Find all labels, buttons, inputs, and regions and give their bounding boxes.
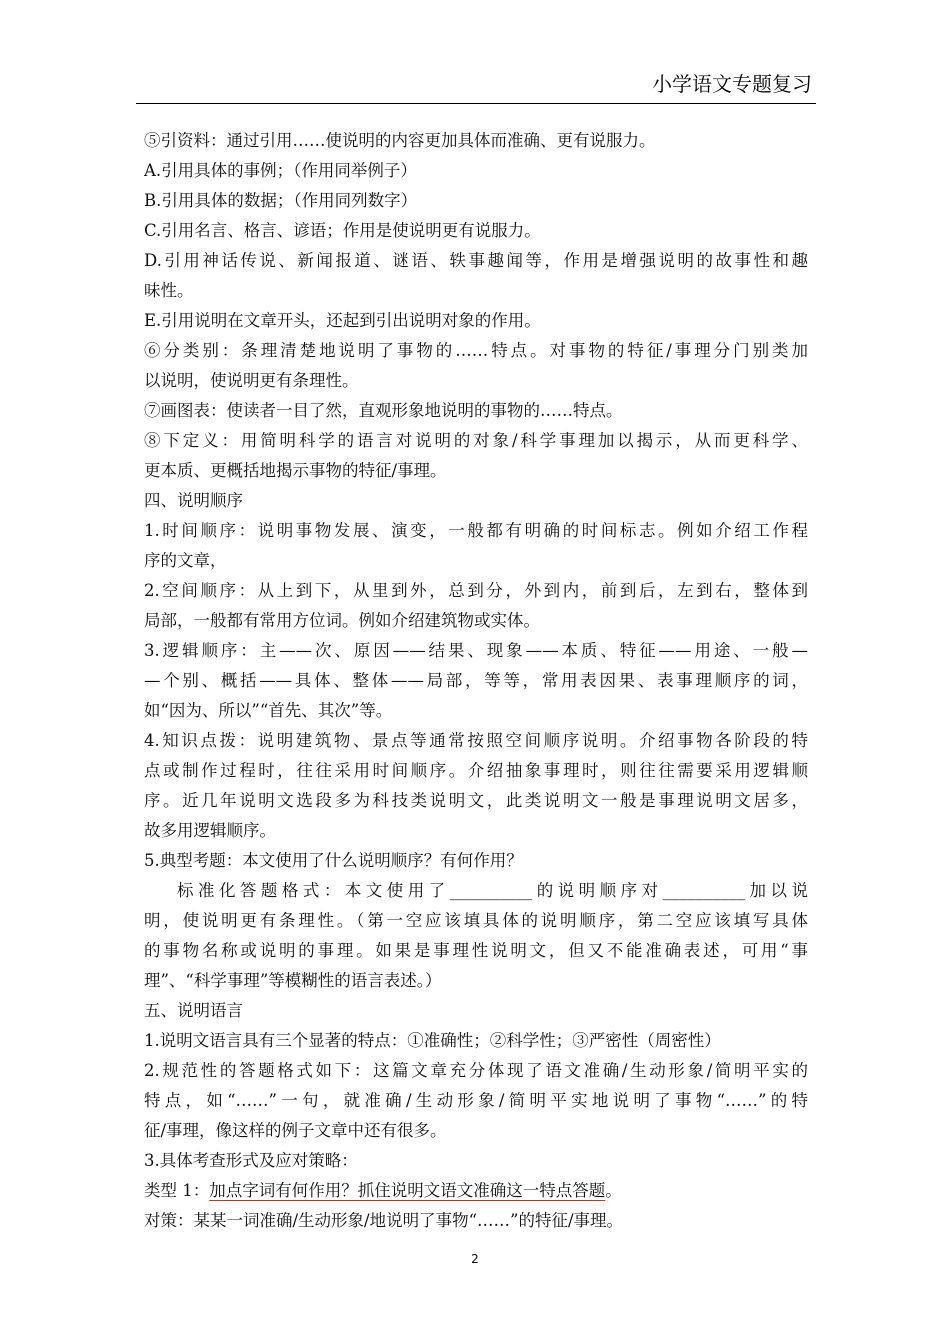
section-heading: 五、说明语言 [144, 1001, 243, 1020]
text-line: ⑦画图表：使读者一目了然，直观形象地说明的事物的……特点。 [144, 401, 623, 420]
header-title: 小学语文专题复习 [652, 72, 812, 96]
text-line: 的事物名称或说明的事理。如果是事理性说明文，但又不能准确表述，可用“事 [144, 941, 808, 960]
text-line: 如“因为、所以”“首先、其次”等。 [144, 701, 393, 720]
text-line: 序。近几年说明文选段多为科技类说明文，此类说明文一般是事理说明文居多， [144, 791, 808, 810]
text-line [144, 1176, 808, 1206]
header-rule [136, 103, 816, 104]
underlined-question: 加点字词有何作用？抓住说明文语文准确这一特点答题 [209, 1181, 606, 1200]
section-heading: 四、说明顺序 [144, 491, 243, 510]
text-line: 4.知识点拨：说明建筑物、景点等通常按照空间顺序说明。介绍事物各阶段的特 [144, 731, 808, 750]
text-line: ⑤引资料：通过引用……使说明的内容更加具体而准确、更有说服力。 [144, 131, 656, 150]
text-line: —个别、概括——具体、整体——局部，等等，常用表因果、表事理顺序的词， [144, 671, 808, 690]
text-line: 3.具体考查形式及应对策略： [144, 1151, 358, 1170]
document-body [144, 126, 808, 1236]
text-line: 故多用逻辑顺序。 [144, 821, 276, 840]
text-line: 更本质、更概括地揭示事物的特征/事理。 [144, 461, 447, 480]
text-line: 对策：某某一词准确/生动形象/地说明了事物“……”的特征/事理。 [144, 1211, 624, 1230]
text-line: ⑧下定义：用简明科学的语言对说明的对象/科学事理加以揭示，从而更科学、 [144, 431, 808, 450]
text-line: 标准化答题格式：本文使用了__________的说明顺序对__________加以说 [177, 881, 808, 900]
text-line: ⑥分类别：条理清楚地说明了事物的……特点。对事物的特征/事理分门别类加 [144, 341, 808, 360]
text-line: E.引用说明在文章开头，还起到引出说明对象的作用。 [144, 311, 541, 330]
text-line: 征/事理，像这样的例子文章中还有很多。 [144, 1121, 447, 1140]
text-line: 局部，一般都有常用方位词。例如介绍建筑物或实体。 [144, 611, 540, 630]
text-line: 序的文章， [144, 551, 227, 570]
text-line: 3.逻辑顺序：主——次、原因——结果、现象——本质、特征——用途、一般— [144, 641, 808, 660]
text-line: 以说明，使说明更有条理性。 [144, 371, 359, 390]
text-line: 2.空间顺序：从上到下，从里到外，总到分，外到内，前到后，左到右，整体到 [144, 581, 808, 600]
text-line: D.引用神话传说、新闻报道、谜语、轶事趣闻等，作用是增强说明的故事性和趣 [144, 251, 808, 270]
text-line: 5.典型考题：本文使用了什么说明顺序？有何作用？ [144, 851, 523, 870]
text-line: 2.规范性的答题格式如下：这篇文章充分体现了语文准确/生动形象/简明平实的 [144, 1061, 808, 1080]
text-line: 明，使说明更有条理性。（第一空应该填具体的说明顺序，第二空应该填写具体 [144, 911, 808, 930]
type-label: 类型 1： [144, 1181, 210, 1200]
text-line: 1.说明文语言具有三个显著的特点：①准确性；②科学性；③严密性（周密性） [144, 1031, 721, 1050]
text-line: 味性。 [144, 281, 194, 300]
text-line: 点或制作过程时，往往采用时间顺序。介绍抽象事理时，则往往需要采用逻辑顺 [144, 761, 808, 780]
text-line: B.引用具体的数据；（作用同列数字） [144, 191, 418, 210]
text-line: C.引用名言、格言、谚语；作用是使说明更有说服力。 [144, 221, 541, 240]
text-line: 1.时间顺序：说明事物发展、演变，一般都有明确的时间标志。例如介绍工作程 [144, 521, 808, 540]
page-number: 2 [471, 1252, 479, 1266]
text-line: 理”、“科学事理”等模糊性的语言表述。） [144, 971, 442, 990]
type-end: 。 [605, 1181, 622, 1200]
text-line: 特点，如“……”一句，就准确/生动形象/简明平实地说明了事物“……”的特 [144, 1091, 808, 1110]
text-line: A.引用具体的事例；（作用同举例子） [144, 161, 417, 180]
